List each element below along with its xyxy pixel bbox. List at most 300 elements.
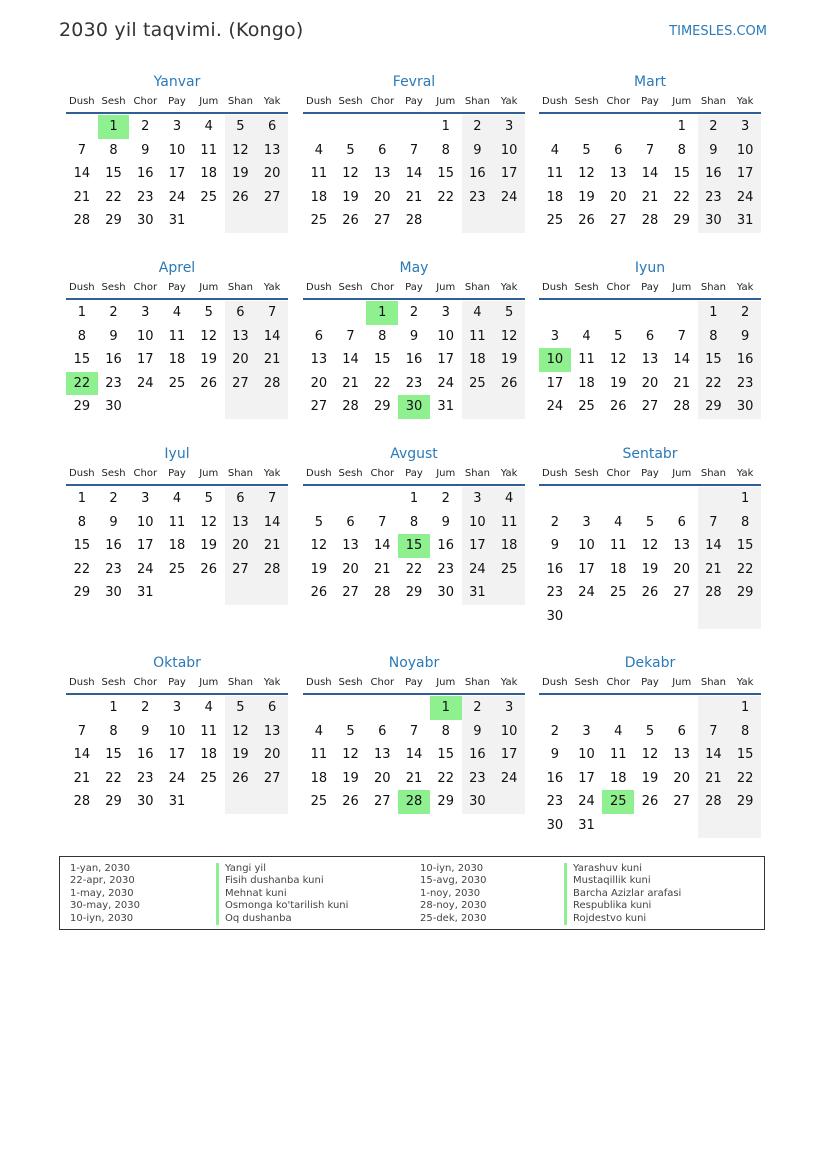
day-cell[interactable]: 2 (141, 700, 150, 715)
day-cell[interactable]: 20 (342, 561, 359, 577)
day-cell[interactable]: 6 (256, 696, 288, 720)
day-cell[interactable]: 20 (641, 375, 659, 391)
day-cell[interactable]: 29 (729, 790, 761, 814)
day-cell[interactable]: 7 (346, 328, 355, 344)
day-cell[interactable]: 31 (437, 399, 454, 415)
day-cell[interactable]: 13 (225, 511, 257, 535)
day-cell[interactable]: 13 (374, 747, 391, 763)
day-cell[interactable]: 5 (346, 723, 355, 739)
day-cell[interactable]: 24 (493, 186, 525, 210)
day-cell[interactable]: 17 (137, 538, 154, 554)
day-cell[interactable]: 17 (168, 166, 186, 182)
day-cell[interactable]: 14 (73, 747, 91, 763)
day-cell[interactable]: 17 (168, 747, 186, 763)
day-cell[interactable]: 4 (493, 487, 525, 511)
day-cell[interactable]: 2 (109, 305, 118, 320)
day-cell[interactable]: 23 (698, 186, 730, 210)
day-cell[interactable]: 12 (641, 538, 659, 554)
day-cell[interactable]: 11 (610, 538, 627, 554)
day-cell[interactable]: 16 (698, 162, 730, 186)
day-cell[interactable]: 21 (256, 348, 288, 372)
day-cell[interactable]: 5 (582, 142, 591, 158)
day-cell[interactable]: 1 (109, 700, 118, 715)
day-cell[interactable]: 20 (610, 189, 627, 205)
day-cell[interactable]: 27 (225, 372, 257, 396)
day-cell[interactable]: 21 (73, 189, 91, 205)
day-cell[interactable]: 15 (73, 352, 91, 368)
day-cell[interactable]: 10 (137, 328, 154, 344)
day-cell[interactable]: 14 (374, 538, 391, 554)
day-cell[interactable]: 22 (729, 767, 761, 791)
day-cell[interactable]: 9 (441, 514, 450, 530)
day-cell[interactable]: 22 (66, 372, 98, 396)
day-cell[interactable]: 25 (493, 558, 525, 582)
day-cell[interactable]: 12 (641, 747, 659, 763)
day-cell[interactable]: 22 (374, 375, 391, 391)
day-cell[interactable]: 12 (225, 139, 257, 163)
day-cell[interactable]: 21 (698, 767, 730, 791)
day-cell[interactable]: 22 (105, 770, 122, 786)
day-cell[interactable]: 20 (374, 189, 391, 205)
day-cell[interactable]: 13 (225, 325, 257, 349)
day-cell[interactable]: 17 (437, 352, 454, 368)
day-cell[interactable]: 14 (698, 743, 730, 767)
day-cell[interactable]: 12 (225, 720, 257, 744)
day-cell[interactable]: 2 (550, 514, 559, 530)
day-cell[interactable]: 18 (546, 189, 564, 205)
day-cell[interactable]: 16 (729, 348, 761, 372)
day-cell[interactable]: 27 (610, 213, 627, 229)
day-cell[interactable]: 31 (462, 581, 494, 605)
day-cell[interactable]: 5 (204, 491, 213, 506)
day-cell[interactable]: 4 (204, 700, 213, 715)
day-cell[interactable]: 24 (462, 558, 494, 582)
day-cell[interactable]: 2 (462, 115, 494, 139)
day-cell[interactable]: 19 (342, 189, 359, 205)
day-cell[interactable]: 10 (493, 720, 525, 744)
day-cell[interactable]: 28 (641, 213, 659, 229)
day-cell[interactable]: 3 (172, 700, 182, 715)
day-cell[interactable]: 1 (729, 696, 761, 720)
day-cell[interactable]: 26 (225, 767, 257, 791)
day-cell[interactable]: 13 (310, 352, 328, 368)
day-cell[interactable]: 23 (546, 794, 564, 810)
day-cell[interactable]: 24 (546, 399, 564, 415)
day-cell[interactable]: 7 (698, 720, 730, 744)
day-cell[interactable]: 30 (105, 399, 122, 415)
day-cell[interactable]: 20 (256, 743, 288, 767)
day-cell[interactable]: 14 (405, 166, 423, 182)
day-cell[interactable]: 9 (141, 723, 150, 739)
day-cell[interactable]: 23 (729, 372, 761, 396)
day-cell[interactable]: 30 (398, 395, 430, 419)
day-cell[interactable]: 7 (256, 301, 288, 325)
day-cell[interactable]: 15 (698, 348, 730, 372)
day-cell[interactable]: 18 (578, 375, 595, 391)
day-cell[interactable]: 21 (73, 770, 91, 786)
day-cell[interactable]: 16 (105, 538, 122, 554)
day-cell[interactable]: 13 (641, 352, 659, 368)
day-cell[interactable]: 27 (673, 794, 690, 810)
day-cell[interactable]: 6 (378, 142, 387, 158)
day-cell[interactable]: 7 (698, 511, 730, 535)
day-cell[interactable]: 27 (310, 399, 328, 415)
day-cell[interactable]: 4 (614, 723, 623, 739)
day-cell[interactable]: 30 (437, 585, 454, 601)
day-cell[interactable]: 3 (462, 487, 494, 511)
day-cell[interactable]: 19 (310, 561, 328, 577)
day-cell[interactable]: 11 (168, 514, 186, 530)
day-cell[interactable]: 12 (342, 166, 359, 182)
day-cell[interactable]: 23 (105, 561, 122, 577)
day-cell[interactable]: 2 (409, 305, 419, 320)
day-cell[interactable]: 23 (462, 186, 494, 210)
day-cell[interactable]: 10 (578, 747, 595, 763)
day-cell[interactable]: 7 (77, 142, 86, 158)
day-cell[interactable]: 18 (168, 352, 186, 368)
day-cell[interactable]: 24 (137, 561, 154, 577)
day-cell[interactable]: 31 (137, 585, 154, 601)
day-cell[interactable]: 30 (546, 608, 564, 624)
day-cell[interactable]: 11 (310, 747, 328, 763)
day-cell[interactable]: 4 (204, 119, 213, 134)
day-cell[interactable]: 11 (578, 352, 595, 368)
day-cell[interactable]: 23 (437, 561, 454, 577)
day-cell[interactable]: 17 (137, 352, 154, 368)
day-cell[interactable]: 3 (493, 696, 525, 720)
day-cell[interactable]: 17 (729, 162, 761, 186)
day-cell[interactable]: 2 (109, 491, 118, 506)
day-cell[interactable]: 3 (141, 305, 150, 320)
day-cell[interactable]: 26 (641, 794, 659, 810)
day-cell[interactable]: 12 (610, 352, 627, 368)
day-cell[interactable]: 29 (729, 581, 761, 605)
day-cell[interactable]: 29 (105, 794, 122, 810)
day-cell[interactable]: 25 (310, 794, 328, 810)
day-cell[interactable]: 22 (673, 189, 690, 205)
day-cell[interactable]: 15 (437, 747, 454, 763)
day-cell[interactable]: 21 (342, 375, 359, 391)
day-cell[interactable]: 6 (614, 142, 623, 158)
day-cell[interactable]: 6 (314, 328, 323, 344)
day-cell[interactable]: 23 (462, 767, 494, 791)
day-cell[interactable]: 14 (641, 166, 659, 182)
day-cell[interactable]: 13 (256, 720, 288, 744)
day-cell[interactable]: 2 (441, 491, 450, 506)
day-cell[interactable]: 9 (550, 747, 559, 763)
day-cell[interactable]: 29 (405, 585, 423, 601)
day-cell[interactable]: 28 (73, 213, 91, 229)
day-cell[interactable]: 25 (200, 189, 217, 205)
day-cell[interactable]: 18 (610, 561, 627, 577)
day-cell[interactable]: 10 (137, 514, 154, 530)
day-cell[interactable]: 22 (405, 561, 423, 577)
day-cell[interactable]: 10 (462, 511, 494, 535)
day-cell[interactable]: 2 (141, 119, 150, 134)
day-cell[interactable]: 9 (141, 142, 150, 158)
day-cell[interactable]: 20 (374, 770, 391, 786)
day-cell[interactable]: 20 (225, 534, 257, 558)
day-cell[interactable]: 22 (437, 770, 454, 786)
day-cell[interactable]: 9 (462, 720, 494, 744)
day-cell[interactable]: 4 (614, 514, 623, 530)
day-cell[interactable]: 19 (641, 561, 659, 577)
day-cell[interactable]: 27 (225, 558, 257, 582)
day-cell[interactable]: 14 (342, 352, 359, 368)
day-cell[interactable]: 10 (437, 328, 454, 344)
day-cell[interactable]: 28 (405, 213, 423, 229)
day-cell[interactable]: 18 (462, 348, 494, 372)
day-cell[interactable]: 18 (168, 538, 186, 554)
day-cell[interactable]: 18 (200, 166, 217, 182)
day-cell[interactable]: 19 (578, 189, 595, 205)
day-cell[interactable]: 29 (73, 585, 91, 601)
day-cell[interactable]: 27 (374, 794, 391, 810)
day-cell[interactable]: 28 (698, 790, 730, 814)
day-cell[interactable]: 24 (168, 189, 186, 205)
day-cell[interactable]: 27 (256, 186, 288, 210)
day-cell[interactable]: 17 (578, 561, 595, 577)
day-cell[interactable]: 27 (673, 585, 690, 601)
day-cell[interactable]: 1 (729, 487, 761, 511)
day-cell[interactable]: 28 (73, 794, 91, 810)
day-cell[interactable]: 26 (310, 585, 328, 601)
day-cell[interactable]: 17 (578, 770, 595, 786)
day-cell[interactable]: 25 (610, 585, 627, 601)
day-cell[interactable]: 19 (641, 770, 659, 786)
day-cell[interactable]: 26 (342, 794, 359, 810)
day-cell[interactable]: 30 (462, 790, 494, 814)
day-cell[interactable]: 7 (645, 142, 655, 158)
day-cell[interactable]: 25 (168, 375, 186, 391)
day-cell[interactable]: 8 (729, 720, 761, 744)
day-cell[interactable]: 5 (493, 301, 525, 325)
day-cell[interactable]: 5 (614, 328, 623, 344)
day-cell[interactable]: 1 (366, 301, 398, 325)
day-cell[interactable]: 13 (374, 166, 391, 182)
day-cell[interactable]: 12 (310, 538, 328, 554)
day-cell[interactable]: 1 (409, 491, 419, 506)
day-cell[interactable]: 7 (77, 723, 86, 739)
day-cell[interactable]: 17 (493, 743, 525, 767)
day-cell[interactable]: 23 (105, 375, 122, 391)
day-cell[interactable]: 25 (168, 561, 186, 577)
day-cell[interactable]: 11 (462, 325, 494, 349)
day-cell[interactable]: 2 (698, 115, 730, 139)
day-cell[interactable]: 4 (550, 142, 559, 158)
day-cell[interactable]: 10 (729, 139, 761, 163)
day-cell[interactable]: 21 (641, 189, 659, 205)
day-cell[interactable]: 1 (430, 696, 462, 720)
day-cell[interactable]: 19 (610, 375, 627, 391)
day-cell[interactable]: 24 (578, 794, 595, 810)
day-cell[interactable]: 14 (73, 166, 91, 182)
day-cell[interactable]: 26 (225, 186, 257, 210)
day-cell[interactable]: 28 (698, 581, 730, 605)
day-cell[interactable]: 28 (673, 399, 690, 415)
day-cell[interactable]: 10 (493, 139, 525, 163)
day-cell[interactable]: 6 (677, 723, 686, 739)
day-cell[interactable]: 26 (641, 585, 659, 601)
day-cell[interactable]: 13 (673, 747, 690, 763)
day-cell[interactable]: 15 (398, 534, 430, 558)
day-cell[interactable]: 30 (729, 395, 761, 419)
day-cell[interactable]: 3 (493, 115, 525, 139)
site-logo-link[interactable]: TIMESLES.COM (669, 24, 767, 39)
day-cell[interactable]: 19 (200, 538, 217, 554)
day-cell[interactable]: 13 (673, 538, 690, 554)
day-cell[interactable]: 23 (546, 585, 564, 601)
day-cell[interactable]: 15 (105, 166, 122, 182)
day-cell[interactable]: 31 (168, 213, 186, 229)
day-cell[interactable]: 24 (137, 375, 154, 391)
day-cell[interactable]: 22 (105, 189, 122, 205)
day-cell[interactable]: 8 (409, 514, 419, 530)
day-cell[interactable]: 23 (405, 375, 423, 391)
day-cell[interactable]: 2 (462, 696, 494, 720)
day-cell[interactable]: 31 (168, 794, 186, 810)
day-cell[interactable]: 9 (409, 328, 419, 344)
day-cell[interactable]: 9 (462, 139, 494, 163)
day-cell[interactable]: 8 (441, 723, 450, 739)
day-cell[interactable]: 9 (550, 538, 559, 554)
day-cell[interactable]: 30 (105, 585, 122, 601)
day-cell[interactable]: 14 (256, 511, 288, 535)
day-cell[interactable]: 11 (200, 723, 217, 739)
day-cell[interactable]: 5 (204, 305, 213, 320)
day-cell[interactable]: 7 (409, 723, 419, 739)
day-cell[interactable]: 21 (405, 189, 423, 205)
day-cell[interactable]: 29 (698, 395, 730, 419)
day-cell[interactable]: 15 (729, 534, 761, 558)
day-cell[interactable]: 10 (168, 723, 186, 739)
day-cell[interactable]: 21 (673, 375, 690, 391)
day-cell[interactable]: 6 (346, 514, 355, 530)
day-cell[interactable]: 24 (729, 186, 761, 210)
day-cell[interactable]: 28 (374, 585, 391, 601)
day-cell[interactable]: 16 (137, 166, 154, 182)
day-cell[interactable]: 16 (405, 352, 423, 368)
day-cell[interactable]: 8 (109, 142, 118, 158)
day-cell[interactable]: 7 (256, 487, 288, 511)
day-cell[interactable]: 6 (256, 115, 288, 139)
day-cell[interactable]: 14 (698, 534, 730, 558)
day-cell[interactable]: 1 (441, 119, 450, 134)
day-cell[interactable]: 12 (578, 166, 595, 182)
day-cell[interactable]: 1 (98, 115, 130, 139)
day-cell[interactable]: 4 (314, 142, 323, 158)
day-cell[interactable]: 20 (225, 348, 257, 372)
day-cell[interactable]: 8 (77, 328, 86, 344)
day-cell[interactable]: 30 (137, 213, 154, 229)
day-cell[interactable]: 22 (729, 558, 761, 582)
day-cell[interactable]: 21 (374, 561, 391, 577)
day-cell[interactable]: 2 (550, 723, 559, 739)
day-cell[interactable]: 18 (310, 189, 328, 205)
day-cell[interactable]: 1 (698, 301, 730, 325)
day-cell[interactable]: 17 (546, 375, 564, 391)
day-cell[interactable]: 5 (225, 696, 257, 720)
day-cell[interactable]: 26 (610, 399, 627, 415)
day-cell[interactable]: 6 (378, 723, 387, 739)
day-cell[interactable]: 15 (437, 166, 454, 182)
day-cell[interactable]: 30 (698, 209, 730, 233)
day-cell[interactable]: 5 (314, 514, 323, 530)
day-cell[interactable]: 7 (409, 142, 419, 158)
day-cell[interactable]: 29 (105, 213, 122, 229)
day-cell[interactable]: 5 (645, 723, 655, 739)
day-cell[interactable]: 14 (673, 352, 690, 368)
day-cell[interactable]: 29 (437, 794, 454, 810)
day-cell[interactable]: 10 (578, 538, 595, 554)
day-cell[interactable]: 23 (137, 770, 154, 786)
day-cell[interactable]: 6 (645, 328, 655, 344)
day-cell[interactable]: 8 (441, 142, 450, 158)
day-cell[interactable]: 22 (437, 189, 454, 205)
day-cell[interactable]: 15 (374, 352, 391, 368)
day-cell[interactable]: 9 (109, 328, 118, 344)
day-cell[interactable]: 26 (493, 372, 525, 396)
day-cell[interactable]: 29 (673, 213, 690, 229)
day-cell[interactable]: 6 (225, 301, 257, 325)
day-cell[interactable]: 18 (200, 747, 217, 763)
day-cell[interactable]: 16 (462, 743, 494, 767)
day-cell[interactable]: 5 (645, 514, 655, 530)
day-cell[interactable]: 3 (550, 328, 559, 344)
day-cell[interactable]: 22 (698, 372, 730, 396)
day-cell[interactable]: 19 (200, 352, 217, 368)
day-cell[interactable]: 26 (200, 375, 217, 391)
day-cell[interactable]: 30 (137, 794, 154, 810)
day-cell[interactable]: 27 (374, 213, 391, 229)
day-cell[interactable]: 3 (441, 305, 450, 320)
day-cell[interactable]: 8 (698, 325, 730, 349)
day-cell[interactable]: 15 (729, 743, 761, 767)
day-cell[interactable]: 7 (677, 328, 686, 344)
day-cell[interactable]: 29 (73, 399, 91, 415)
day-cell[interactable]: 3 (141, 491, 150, 506)
day-cell[interactable]: 23 (137, 189, 154, 205)
day-cell[interactable]: 24 (578, 585, 595, 601)
day-cell[interactable]: 8 (77, 514, 86, 530)
day-cell[interactable]: 25 (200, 770, 217, 786)
day-cell[interactable]: 17 (462, 534, 494, 558)
day-cell[interactable]: 4 (172, 305, 182, 320)
day-cell[interactable]: 5 (346, 142, 355, 158)
day-cell[interactable]: 15 (673, 166, 690, 182)
day-cell[interactable]: 20 (310, 375, 328, 391)
day-cell[interactable]: 12 (200, 328, 217, 344)
day-cell[interactable]: 5 (225, 115, 257, 139)
day-cell[interactable]: 31 (578, 817, 595, 833)
day-cell[interactable]: 19 (225, 743, 257, 767)
day-cell[interactable]: 11 (168, 328, 186, 344)
day-cell[interactable]: 28 (256, 372, 288, 396)
day-cell[interactable]: 28 (256, 558, 288, 582)
day-cell[interactable]: 9 (109, 514, 118, 530)
day-cell[interactable]: 3 (172, 119, 182, 134)
day-cell[interactable]: 8 (677, 142, 686, 158)
day-cell[interactable]: 15 (105, 747, 122, 763)
day-cell[interactable]: 10 (168, 142, 186, 158)
day-cell[interactable]: 9 (729, 325, 761, 349)
day-cell[interactable]: 12 (342, 747, 359, 763)
day-cell[interactable]: 17 (493, 162, 525, 186)
day-cell[interactable]: 19 (225, 162, 257, 186)
day-cell[interactable]: 25 (462, 372, 494, 396)
day-cell[interactable]: 20 (673, 770, 690, 786)
day-cell[interactable]: 16 (546, 561, 564, 577)
